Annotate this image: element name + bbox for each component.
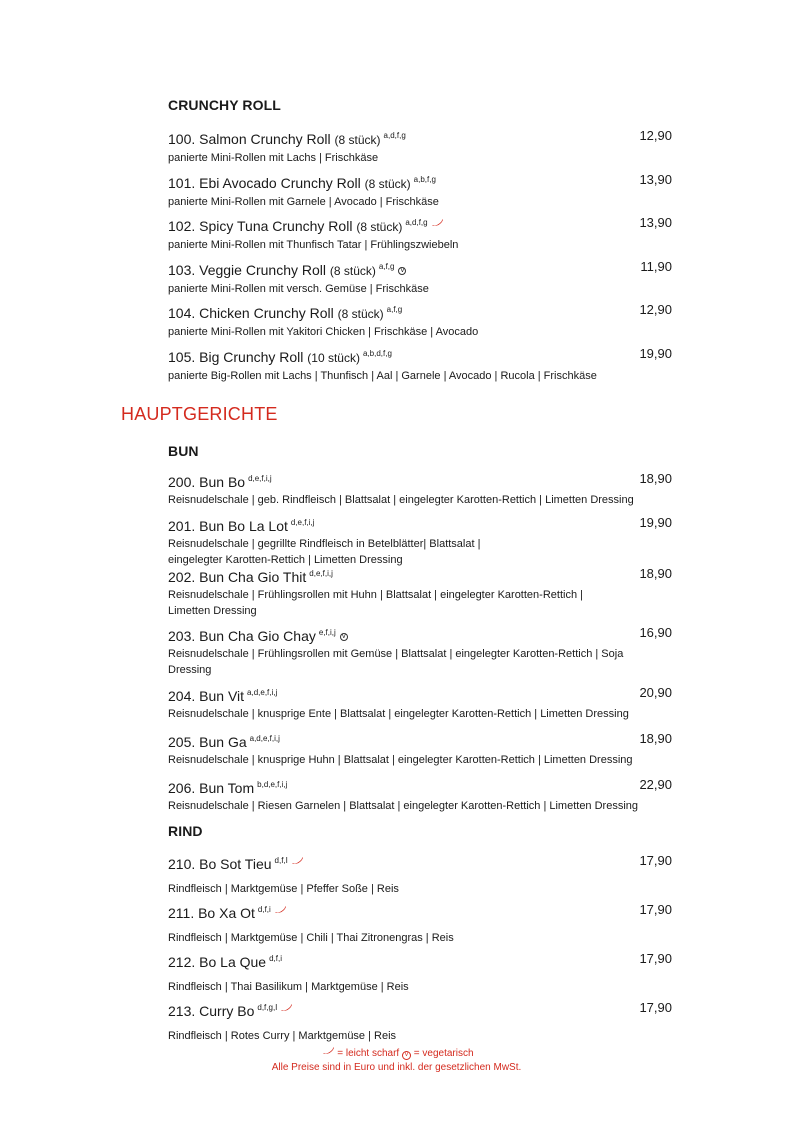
item-allergens: a,d,f,g [383,131,406,140]
menu-item [168,470,674,508]
legend-veg-text: = vegetarisch [413,1048,474,1059]
item-allergens: e,f,i,j [318,628,336,637]
item-allergens: d,f,g,I [257,1003,278,1012]
legend [0,1047,793,1060]
item-allergens: d,e,f,i,j [248,474,272,483]
item-price: 18,90 [639,471,672,486]
item-title: 102. Spicy Tuna Crunchy Roll [168,218,353,234]
menu-item [168,684,674,722]
item-quantity: (8 stück) [334,133,381,147]
price-note: Alle Preise sind in Euro und inkl. der gesetzlichen MwSt. [271,1062,522,1073]
item-allergens: a,f,g [378,262,395,271]
menu-item [168,852,674,897]
chili-icon [274,906,286,914]
item-title: 213. Curry Bo [168,1003,255,1019]
item-quantity: (10 stück) [307,351,360,365]
item-price: 13,90 [639,172,672,187]
item-title: 206. Bun Tom [168,780,255,796]
item-allergens: a,d,e,f,i,j [249,734,280,743]
item-description: panierte Mini-Rollen mit Thunfisch Tatar | Frühlingszwiebeln [168,239,459,251]
item-description: panierte Mini-Rollen mit Lachs | Frischkäse [168,152,379,164]
item-description: Reisnudelschale | gegrillte Rindfleisch in Betelblätter| Blattsalat | eingelegter Karotten-Rettich | Limetten Dressing [168,538,481,566]
item-description: Reisnudelschale | Frühlingsrollen mit Gemüse | Blattsalat | eingelegter Karotten-Rettich | Soja Dressing [168,648,624,676]
menu-item [168,901,674,946]
item-allergens: b,d,e,f,i,j [257,780,288,789]
item-price: 18,90 [639,731,672,746]
item-price: 17,90 [639,902,672,917]
item-description: panierte Mini-Rollen mit Yakitori Chicken | Frischkäse | Avocado [168,326,479,338]
item-title: 212. Bo La Que [168,954,267,970]
item-title: 202. Bun Cha Gio Thit [168,569,307,585]
item-price: 17,90 [639,1000,672,1015]
item-price: 16,90 [639,625,672,640]
item-description: panierte Mini-Rollen mit Garnele | Avocado | Frischkäse [168,196,439,208]
item-title: 211. Bo Xa Ot [168,905,255,921]
item-title: 105. Big Crunchy Roll [168,349,304,365]
item-title: 200. Bun Bo [168,474,246,490]
menu-item [168,258,674,297]
menu-item [168,565,674,619]
item-price: 17,90 [639,951,672,966]
item-allergens: d,e,f,i,j [309,569,333,578]
item-title: 103. Veggie Crunchy Roll [168,262,326,278]
item-title: 101. Ebi Avocado Crunchy Roll [168,175,361,191]
item-title: 104. Chicken Crunchy Roll [168,305,334,321]
vegetarian-icon: V [341,633,346,640]
item-quantity: (8 stück) [329,264,376,278]
menu-item [168,999,674,1044]
item-price: 17,90 [639,853,672,868]
item-quantity: (8 stück) [356,220,403,234]
item-allergens: d,e,f,i,j [290,518,315,527]
item-price: 12,90 [639,302,672,317]
menu-item [168,730,674,768]
item-description: panierte Big-Rollen mit Lachs | Thunfisch | Aal | Garnele | Avocado | Rucola | Frischkäse [168,370,597,382]
item-allergens: d,f,i [269,954,282,963]
item-quantity: (8 stück) [364,177,411,191]
menu-item [168,171,674,210]
item-title: 203. Bun Cha Gio Chay [168,628,316,644]
item-description: Rindfleisch | Rotes Curry | Marktgemüse | Reis [168,1030,397,1042]
section-heading-bun: BUN [168,443,199,459]
item-title: 201. Bun Bo La Lot [168,518,288,534]
chili-icon [291,857,303,865]
item-description: Rindfleisch | Marktgemüse | Pfeffer Soße | Reis [168,883,399,895]
item-title: 100. Salmon Crunchy Roll [168,131,331,147]
item-price: 18,90 [639,566,672,581]
menu-item [168,301,674,340]
item-price: 11,90 [640,259,672,274]
main-heading: HAUPTGERICHTE [121,404,278,424]
item-allergens: a,d,e,f,i,j [247,688,278,697]
item-title: 205. Bun Ga [168,734,247,750]
item-allergens: a,d,f,g [405,218,428,227]
item-allergens: a,b,d,f,g [362,349,392,358]
menu-item [168,345,674,384]
item-quantity: (8 stück) [337,307,384,321]
item-description: Reisnudelschale | Riesen Garnelen | Blattsalat | eingelegter Karotten-Rettich | Limetten Dressing [168,800,639,812]
item-title: 210. Bo Sot Tieu [168,856,272,872]
item-title: 204. Bun Vit [168,688,245,704]
item-allergens: d,f,I [274,856,288,865]
menu-item [168,950,674,995]
item-description: Reisnudelschale | Frühlingsrollen mit Huhn | Blattsalat | eingelegter Karotten-Rettich | Limetten Dressing [168,589,583,617]
vegetarian-icon: V [400,267,405,274]
item-price: 22,90 [639,777,672,792]
menu-item [168,776,674,814]
menu-item [168,127,674,166]
item-description: Reisnudelschale | knusprige Huhn | Blattsalat | eingelegter Karotten-Rettich | Limetten Dressing [168,754,633,766]
item-price: 20,90 [639,685,672,700]
menu-item [168,214,674,253]
vegetarian-icon: V [402,1051,411,1060]
item-description: Reisnudelschale | geb. Rindfleisch | Blattsalat | eingelegter Karotten-Rettich | Limetten Dressing [168,494,634,506]
item-allergens: a,b,f,g [413,175,436,184]
chili-icon [280,1004,292,1012]
item-allergens: a,f,g [386,305,403,314]
section-heading-rind: RIND [168,823,203,839]
item-price: 19,90 [639,346,672,361]
item-allergens: d,f,i [257,905,271,914]
item-price: 19,90 [639,515,672,530]
item-description: Rindfleisch | Marktgemüse | Chili | Thai Zitronengras | Reis [168,932,454,944]
item-description: Reisnudelschale | knusprige Ente | Blattsalat | eingelegter Karotten-Rettich | Limetten Dressing [168,708,629,720]
menu-item [168,514,674,568]
item-price: 12,90 [639,128,672,143]
section-heading-crunchy-roll: CRUNCHY ROLL [168,97,281,113]
chili-icon [322,1047,334,1055]
item-description: panierte Mini-Rollen mit versch. Gemüse | Frischkäse [168,283,429,295]
legend-spicy-text: = leicht scharf [337,1048,400,1059]
item-price: 13,90 [639,215,672,230]
item-description: Rindfleisch | Thai Basilikum | Marktgemüse | Reis [168,981,409,993]
menu-item [168,624,674,678]
chili-icon [431,219,443,227]
